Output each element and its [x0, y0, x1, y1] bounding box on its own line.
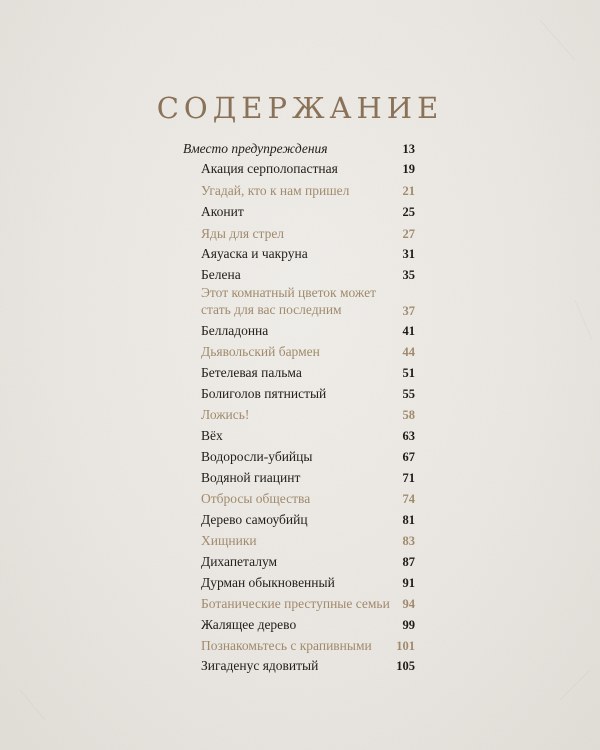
- toc-entry-page-number: 19: [402, 162, 415, 176]
- toc-entry: [0, 406, 600, 424]
- toc-entry-page-number: 105: [396, 659, 415, 673]
- toc-entry-page-number: 35: [402, 268, 415, 282]
- toc-entry-title: Вёх: [201, 428, 223, 443]
- toc-entry-title: Акация серполопастная: [201, 161, 338, 176]
- toc-entry-title: Яды для стрел: [201, 226, 285, 241]
- toc-entry-page-number: 44: [402, 345, 415, 359]
- toc-entry-title: Хищники: [201, 533, 257, 548]
- toc-entry-title: Дихапеталум: [201, 554, 278, 569]
- toc-entry: [0, 364, 600, 382]
- toc-entry-page-number: 27: [402, 227, 415, 241]
- toc-entry: [0, 469, 600, 487]
- toc-entry-page-number: 71: [402, 471, 415, 485]
- toc-entry-title: Болиголов пятнистый: [201, 386, 327, 401]
- toc-entry: [0, 266, 600, 284]
- toc-entry-title: Аяуаска и чакруна: [201, 246, 308, 261]
- toc-entry: [0, 182, 600, 200]
- toc-entry: [0, 448, 600, 466]
- toc-entry: [0, 657, 600, 675]
- toc-entry: [0, 532, 600, 550]
- toc-entry-title: Аконит: [201, 204, 244, 219]
- toc-entry-title: Водяной гиацинт: [201, 470, 301, 485]
- toc-entry-page-number: 101: [396, 639, 415, 653]
- toc-entry: [0, 245, 600, 263]
- toc-entry-title: Этот комнатный цветок может стать для вас последним: [201, 285, 376, 317]
- toc-entry: [0, 637, 600, 655]
- toc-entry-page-number: 74: [402, 492, 415, 506]
- toc-entry-title: Угадай, кто к нам пришел: [201, 183, 350, 198]
- toc-entry-page-number: 81: [402, 513, 415, 527]
- toc-entry: [0, 511, 600, 529]
- toc-entry-page-number: 58: [402, 408, 415, 422]
- toc-entry-page-number: 25: [402, 205, 415, 219]
- toc-entry: [0, 616, 600, 634]
- toc-entry-title: Дерево самоубийц: [201, 512, 308, 527]
- toc-entry-page-number: 55: [402, 387, 415, 401]
- toc-entry-page-number: 87: [402, 555, 415, 569]
- toc-entry-page-number: 91: [402, 576, 415, 590]
- toc-entry-page-number: 94: [402, 597, 415, 611]
- toc-entry: [0, 385, 600, 403]
- toc-entry-page-number: 99: [402, 618, 415, 632]
- toc-entry-page-number: 67: [402, 450, 415, 464]
- toc-entry-title: Белладонна: [201, 323, 269, 338]
- toc-entry: [0, 160, 600, 178]
- toc-entry-title: Познакомьтесь с крапивными: [201, 638, 372, 653]
- toc-entry-title: Жалящее дерево: [201, 617, 297, 632]
- toc-entry-title: Зигаденус ядовитый: [201, 658, 319, 673]
- page-title: СОДЕРЖАНИЕ: [156, 91, 444, 126]
- toc-entry-page-number: 21: [402, 184, 415, 198]
- toc-entry: [0, 490, 600, 508]
- toc-entry: [0, 140, 600, 158]
- toc-entry-page-number: 83: [402, 534, 415, 548]
- toc-entry-page-number: 63: [402, 429, 415, 443]
- toc-entry: [0, 427, 600, 445]
- toc-entry-page-number: 41: [402, 324, 415, 338]
- toc-entry: [0, 203, 600, 221]
- toc-entry: [0, 595, 600, 613]
- toc-entry: [0, 553, 600, 571]
- toc-entry-title: Дьявольский бармен: [201, 344, 320, 359]
- toc-entry-title: Ботанические преступные семьи: [201, 596, 390, 611]
- toc-entry-title: Отбросы общества: [201, 491, 311, 506]
- toc-entry-title: Вместо предупреждения: [183, 141, 328, 156]
- toc-entry-title: Дурман обыкновенный: [201, 575, 335, 590]
- toc-entry: [0, 322, 600, 340]
- toc-entry-title: Бетелевая пальма: [201, 365, 302, 380]
- toc-entry-page-number: 37: [402, 304, 415, 318]
- toc-entry: [0, 284, 600, 320]
- toc-entry: [0, 574, 600, 592]
- toc-entry-title: Ложись!: [201, 407, 250, 422]
- toc-entry-page-number: 31: [402, 247, 415, 261]
- toc-entry-page-number: 51: [402, 366, 415, 380]
- toc-entry-title: Водоросли-убийцы: [201, 449, 313, 464]
- toc-entry-title: Белена: [201, 267, 241, 282]
- toc-entry-page-number: 13: [402, 142, 415, 156]
- toc-entry: [0, 225, 600, 243]
- toc-entry: [0, 343, 600, 361]
